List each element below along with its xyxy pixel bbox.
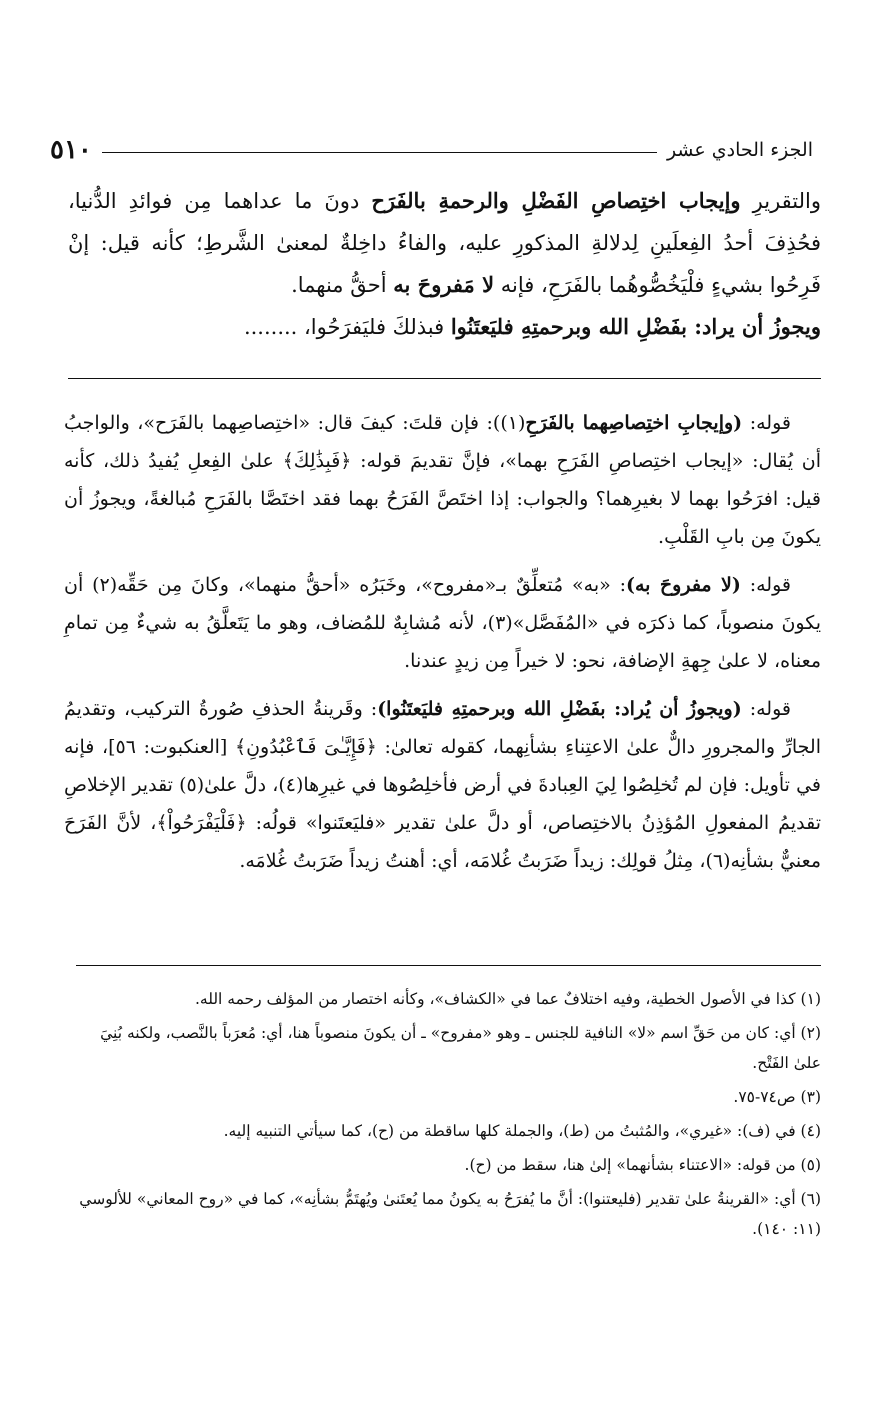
- footnotes: [68, 984, 821, 1248]
- header-rule: [102, 152, 657, 153]
- main-paragraph-2: ويجوزُ أن يراد: بفَضْلِ الله وبرحمتِهِ فليَعتَنُوا فبذلكَ فليَفرَحُوا، ........: [243, 314, 821, 339]
- page-number: ٥١٠: [50, 135, 92, 165]
- footnote-1: (١) كذا في الأصول الخطية، وفيه اختلافٌ عما في «الكشاف»، وكأنه اختصار من المؤلف رحمه الله.: [194, 990, 821, 1008]
- footnote-6: (٦) أي: «القرينةُ علىٰ تقدير (فليعتنوا): أنَّ ما يُفرَحُ به يكونُ مما يُعتَنىٰ ويُهتَمُّ بشأنِه»، كما في «روح المعاني» للألوسي (١١: ١٤٠).: [79, 1190, 821, 1238]
- footnote-3: (٣) ص٧٤-٧٥.: [733, 1088, 821, 1106]
- commentary: [64, 404, 821, 890]
- commentary-paragraph-2: قوله: (لا مفروحَ به): «به» مُتعلِّقٌ بـ«مفروح»، وخَبَرُه «أحقُّ منهما»، وكانَ مِن حَقِّه(٢) أن يكونَ منصوباً، كما ذكرَه في «المُفَصَّل»(٣)، لأنه مُشابِهٌ للمُضاف، وهو ما يَتَعلَّقُ به شيءٌ مِن تمامِ معناه، لا علىٰ جِهةِ الإضافة، نحو: لا خيراً مِن زيدٍ عندنا.: [64, 574, 821, 672]
- main-text: [68, 180, 821, 348]
- running-head: الجزء الحادي عشر: [666, 139, 813, 161]
- footnote-4: (٤) في (ف): «غيري»، والمُثبتُ من (ط)، والجملة كلها ساقطة من (ح)، كما سيأتي التنبيه إليه.: [223, 1122, 821, 1140]
- footnote-2: (٢) أي: كان من حَقِّ اسم «لا» النافية للجنس ـ وهو «مفروح» ـ أن يكونَ منصوباً هنا، أي: مُعرَباً بالنَّصب، ولكنه بُنِيَ علىٰ الفَتْح.: [100, 1024, 821, 1072]
- main-paragraph-1: والتقريرِ وإيجاب اختِصاصِ الفَضْلِ والرحمةِ بالفَرَح دونَ ما عداهما مِن فوائدِ الدُّنيا، فحُذِفَ أحدُ الفِعلَينِ لِدلالةِ المذكورِ عليه، والفاءُ داخِلةٌ لمعنىٰ الشَّرطِ؛ كأنه قيل: إنْ فَرِحُوا بشيءٍ فلْيَخُصُّوهُما بالفَرَحِ، فإنه لا مَفروحَ به أحقُّ منهما.: [68, 188, 821, 297]
- commentary-paragraph-1: قوله: (وإيجابِ اختِصاصِهما بالفَرَحِ(١)): فإن قلتَ: كيفَ قال: «اختِصاصِهما بالفَرَح»، والواجبُ أن يُقال: «إيجاب اختِصاصِ الفَرَحِ بهما»، فإنَّ تقديمَ قوله: ﴿فَبِذَٰلِكَ﴾ علىٰ الفِعلِ يُفيدُ ذلك، كأنه قيل: افرَحُوا بهما لا بغيرِهما؟ والجواب: إذا اختَصَّ الفَرَحُ بهما فقد اختَصَّا بالفَرَحِ مُبالغةً، ويجوزُ أن يكونَ مِن بابِ القَلْبِ.: [64, 412, 821, 548]
- page-header: [38, 132, 821, 168]
- main-text-rule: [68, 378, 821, 379]
- footnote-5: (٥) من قوله: «الاعتناء بشأنهما» إلىٰ هنا، سقط من (ح).: [464, 1156, 821, 1174]
- footnote-rule: [76, 965, 821, 966]
- commentary-paragraph-3: قوله: (ويجوزُ أن يُراد: بفَضْلِ الله وبرحمتِهِ فليَعتَنُوا): وقَرينةُ الحذفِ صُورةُ التركيب، وتقديمُ الجارِّ والمجرورِ دالٌّ علىٰ الاعتِناءِ بشأنِهما، كقوله تعالىٰ: ﴿فَإِيَّـٰىَ فَٱعْبُدُونِ﴾ [العنكبوت: ٥٦]، فإنه في تأويل: فإن لم تُخلِصُوا لِيَ العِبادةَ في أرض فأخلِصُوها في غيرِها(٤)، دلَّ علىٰ(٥) تقدير الإخلاصِ تقديمُ المفعولِ المُؤذِنُ بالاختِصاص، أو دلَّ علىٰ تقدير «فليَعتَنوا» قولُه: ﴿فَلْيَفْرَحُواْ﴾، لأنَّ الفَرَحَ معنيٌّ بشأنِه(٦)، مِثلُ قولِك: زيداً ضَرَبتُ غُلامَه، أي: أهنتُ زيداً ضَرَبتُ غُلامَه.: [64, 698, 821, 872]
